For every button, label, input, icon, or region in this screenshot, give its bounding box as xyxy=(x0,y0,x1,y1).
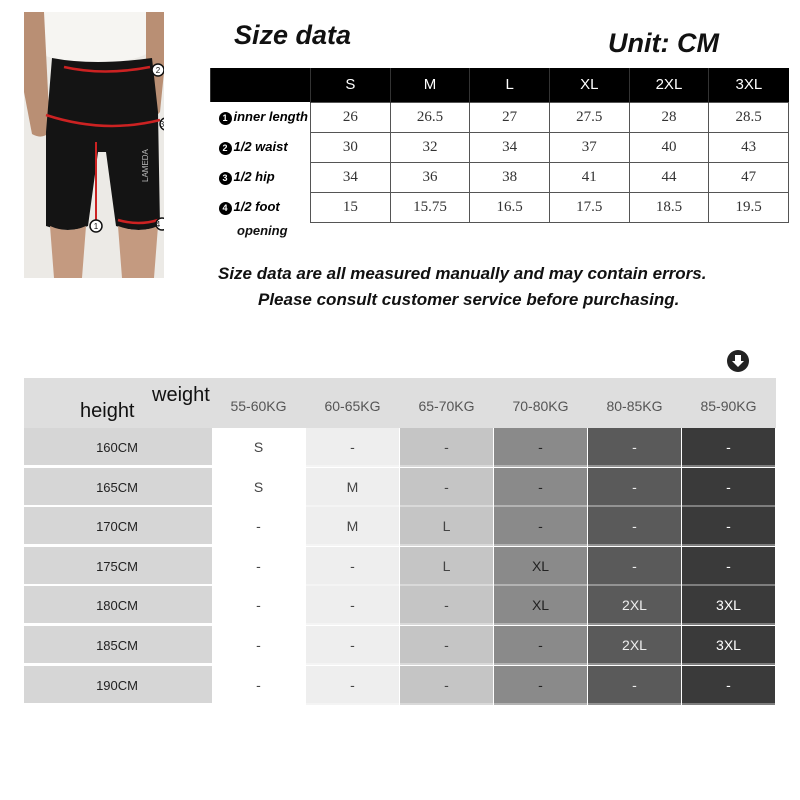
measure-label-text: inner length xyxy=(233,109,308,124)
table-row xyxy=(24,468,776,507)
size-data-title: Size data xyxy=(234,20,352,50)
height-weight-size-chart xyxy=(24,378,776,706)
size-cell: - xyxy=(494,666,587,705)
table-row xyxy=(24,666,776,705)
table-row xyxy=(211,162,789,192)
unit-label: Unit: CM xyxy=(608,28,719,58)
size-column-header: L xyxy=(470,68,550,102)
table-cell: 34 xyxy=(470,132,550,162)
weight-column-header: 60-65KG xyxy=(324,398,381,414)
product-photo xyxy=(24,12,164,278)
weight-column-header: 85-90KG xyxy=(700,398,757,414)
size-cell: - xyxy=(306,666,399,705)
table-cell: 26 xyxy=(311,102,391,132)
size-column-header: M xyxy=(390,68,470,102)
size-cell: M xyxy=(306,507,399,546)
height-row-label: 190CM xyxy=(24,666,212,705)
size-cell: 2XL xyxy=(588,626,681,665)
size-cell: - xyxy=(682,666,775,705)
height-axis-label: height xyxy=(80,400,135,422)
download-arrow-icon[interactable] xyxy=(727,350,749,372)
table-row xyxy=(211,102,789,132)
size-cell: - xyxy=(588,428,681,467)
size-cell: XL xyxy=(494,586,587,625)
download-arrow-glyph xyxy=(727,350,749,372)
photo-marker: 3 xyxy=(159,120,164,129)
header-corner xyxy=(211,68,311,102)
size-cell: - xyxy=(494,468,587,507)
weight-column-header: 70-80KG xyxy=(512,398,569,414)
table-row xyxy=(24,586,776,625)
weight-axis-label: weight xyxy=(152,384,210,406)
size-cell: M xyxy=(306,468,399,507)
measure-label xyxy=(211,102,311,132)
table-row xyxy=(24,547,776,586)
photo-marker: 4 xyxy=(155,220,161,229)
table-cell: 28 xyxy=(629,102,709,132)
size-cell: - xyxy=(212,547,305,586)
table-row xyxy=(24,626,776,665)
size-cell: 3XL xyxy=(682,586,775,625)
number-circle-icon: 2 xyxy=(219,142,232,155)
table-row xyxy=(24,428,776,467)
size-cell: - xyxy=(400,626,493,665)
weight-column-header: 80-85KG xyxy=(606,398,663,414)
height-row-label: 165CM xyxy=(24,468,212,507)
size-cell: L xyxy=(400,507,493,546)
table-cell: 43 xyxy=(709,132,789,162)
size-cell: - xyxy=(400,428,493,467)
table-cell: 34 xyxy=(311,162,391,192)
size-cell: - xyxy=(588,547,681,586)
disclaimer-line-2: Please consult customer service before purchasing. xyxy=(258,290,680,309)
table-cell: 17.5 xyxy=(549,192,629,222)
chart-header xyxy=(24,378,776,428)
weight-column-header: 55-60KG xyxy=(230,398,287,414)
measure-label-continuation: opening xyxy=(237,223,288,238)
measure-label-text: 1/2 foot xyxy=(233,199,280,214)
table-cell: 27.5 xyxy=(549,102,629,132)
table-cell: 38 xyxy=(470,162,550,192)
height-row-label: 175CM xyxy=(24,547,212,586)
size-cell: - xyxy=(400,468,493,507)
size-cell: L xyxy=(400,547,493,586)
size-column-header: S xyxy=(311,68,391,102)
measure-label-text: 1/2 hip xyxy=(233,169,275,184)
size-cell: - xyxy=(306,428,399,467)
photo-marker: 2 xyxy=(155,66,161,75)
table-cell: 36 xyxy=(390,162,470,192)
table-cell: 19.5 xyxy=(709,192,789,222)
table-cell: 41 xyxy=(549,162,629,192)
size-header-row xyxy=(211,68,789,102)
measure-label xyxy=(211,192,311,222)
size-cell: - xyxy=(306,547,399,586)
size-cell: - xyxy=(212,666,305,705)
size-cell: - xyxy=(306,626,399,665)
height-row-label: 185CM xyxy=(24,626,212,665)
size-cell: - xyxy=(212,507,305,546)
size-cell: - xyxy=(682,507,775,546)
size-column-header: 3XL xyxy=(709,68,789,102)
size-cell: - xyxy=(588,666,681,705)
cycling-shorts-illustration xyxy=(24,12,164,278)
number-circle-icon: 3 xyxy=(219,172,232,185)
number-circle-icon: 1 xyxy=(219,112,232,125)
height-row-label: 170CM xyxy=(24,507,212,546)
size-cell: S xyxy=(212,428,305,467)
table-cell: 47 xyxy=(709,162,789,192)
photo-marker: 1 xyxy=(93,222,99,231)
measure-label xyxy=(211,162,311,192)
table-cell: 32 xyxy=(390,132,470,162)
size-cell: - xyxy=(306,586,399,625)
table-cell: 18.5 xyxy=(629,192,709,222)
number-circle-icon: 4 xyxy=(219,202,232,215)
size-cell: 3XL xyxy=(682,626,775,665)
size-cell: - xyxy=(682,468,775,507)
size-cell: - xyxy=(212,586,305,625)
size-cell: - xyxy=(588,468,681,507)
table-cell: 37 xyxy=(549,132,629,162)
size-cell: - xyxy=(588,507,681,546)
height-row-label: 160CM xyxy=(24,428,212,467)
size-cell: - xyxy=(400,666,493,705)
table-cell: 40 xyxy=(629,132,709,162)
table-row xyxy=(24,507,776,546)
brand-logo-text: LAMEDA xyxy=(141,149,150,182)
size-column-header: XL xyxy=(549,68,629,102)
size-cell: - xyxy=(400,586,493,625)
disclaimer-line-1: Size data are all measured manually and may contain errors. xyxy=(218,264,707,283)
height-row-label: 180CM xyxy=(24,586,212,625)
size-column-header: 2XL xyxy=(629,68,709,102)
table-cell: 15 xyxy=(311,192,391,222)
table-cell: 16.5 xyxy=(470,192,550,222)
table-cell: 28.5 xyxy=(709,102,789,132)
size-cell: - xyxy=(682,547,775,586)
size-cell: - xyxy=(494,507,587,546)
table-cell: 27 xyxy=(470,102,550,132)
size-cell: 2XL xyxy=(588,586,681,625)
measure-label xyxy=(211,132,311,162)
size-cell: - xyxy=(212,626,305,665)
table-cell: 15.75 xyxy=(390,192,470,222)
table-cell: 44 xyxy=(629,162,709,192)
size-cell: - xyxy=(494,626,587,665)
size-cell: S xyxy=(212,468,305,507)
table-cell: 26.5 xyxy=(390,102,470,132)
size-data-table xyxy=(210,68,789,223)
size-cell: - xyxy=(494,428,587,467)
table-row xyxy=(211,132,789,162)
table-cell: 30 xyxy=(311,132,391,162)
size-cell: - xyxy=(682,428,775,467)
measure-label-text: 1/2 waist xyxy=(233,139,288,154)
table-row xyxy=(211,192,789,222)
weight-column-header: 65-70KG xyxy=(418,398,475,414)
size-cell: XL xyxy=(494,547,587,586)
